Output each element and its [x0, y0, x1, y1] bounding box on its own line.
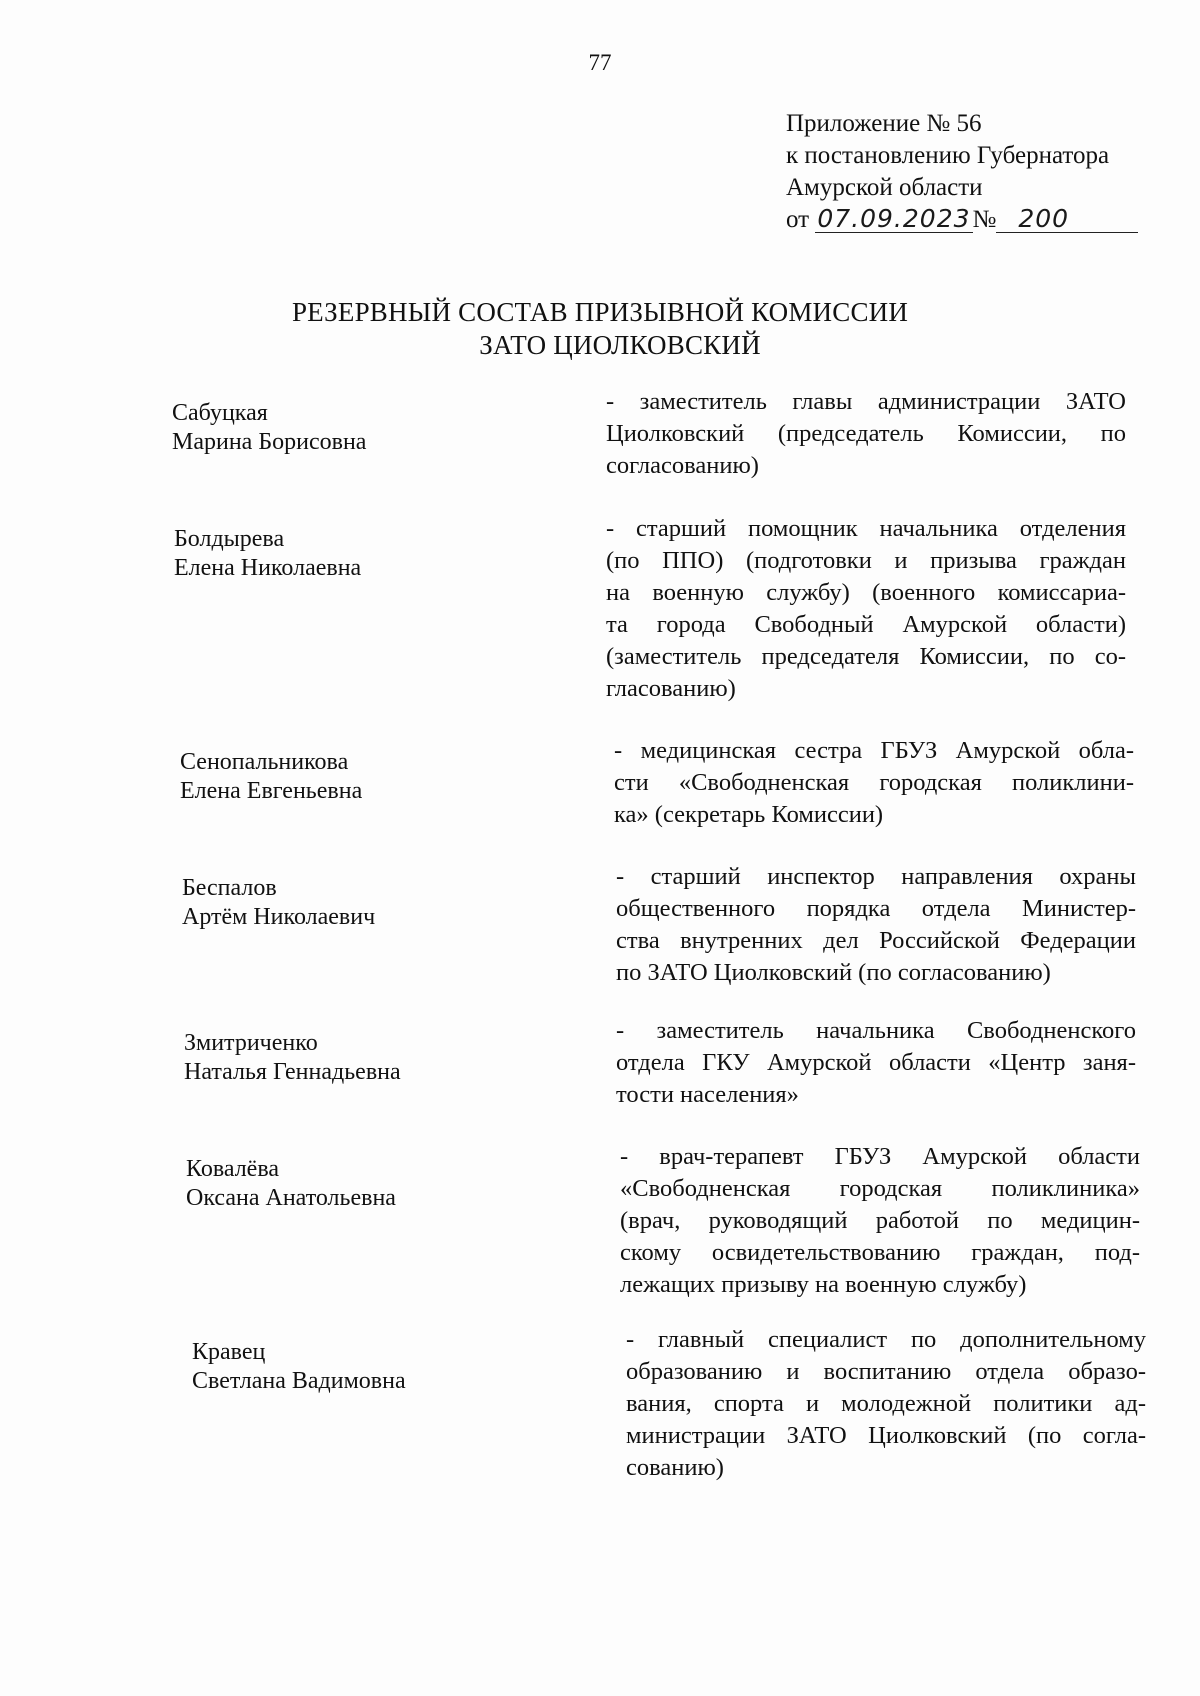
title-line-1: РЕЗЕРВНЫЙ СОСТАВ ПРИЗЫВНОЙ КОМИССИИ	[291, 297, 909, 327]
member-given-names: Наталья Геннадьевна	[184, 1059, 401, 1085]
handwritten-date: 07.09.2023	[817, 204, 971, 233]
annex-date-line	[786, 204, 1138, 236]
member-name	[184, 1029, 401, 1087]
role-line: отдела ГКУ Амурской области «Центр заня-	[616, 1049, 1136, 1076]
role-line: общественного порядка отдела Министер-	[616, 895, 1136, 922]
role-line: Циолковский (председатель Комиссии, по	[606, 420, 1126, 447]
role-line: согласованию)	[606, 452, 759, 479]
document-title	[0, 296, 1200, 362]
member-surname: Сабуцкая	[172, 400, 268, 426]
role-line: - старший инспектор направления охраны	[616, 863, 1136, 890]
role-line: - главный специалист по дополнительному	[626, 1326, 1146, 1353]
role-line: вания, спорта и молодежной политики ад-	[626, 1390, 1146, 1417]
member-given-names: Светлана Вадимовна	[192, 1368, 406, 1394]
member-role	[606, 386, 1126, 482]
role-line: сти «Свободненская городская поликлини-	[614, 769, 1134, 796]
role-line: «Свободненская городская поликлиника»	[620, 1175, 1140, 1202]
role-line: по ЗАТО Циолковский (по согласованию)	[616, 959, 1051, 986]
handwritten-number: 200	[996, 206, 1138, 233]
role-line: - врач-терапевт ГБУЗ Амурской области	[620, 1143, 1140, 1170]
role-line: - заместитель главы администрации ЗАТО	[606, 388, 1126, 415]
member-role	[616, 1015, 1136, 1111]
role-line: (заместитель председателя Комиссии, по со-	[606, 643, 1126, 670]
role-line: ства внутренних дел Российской Федерации	[616, 927, 1136, 954]
page-number: 77	[588, 50, 612, 75]
member-given-names: Оксана Анатольевна	[186, 1185, 396, 1211]
member-given-names: Елена Николаевна	[174, 555, 362, 581]
role-line: на военную службу) (военного комиссариа-	[606, 579, 1126, 606]
role-line: скому освидетельствованию граждан, под-	[620, 1239, 1140, 1266]
member-surname: Змитриченко	[184, 1030, 318, 1056]
role-line: тости населения»	[616, 1081, 799, 1108]
role-line: образованию и воспитанию отдела образо-	[626, 1358, 1146, 1385]
title-line-2: ЗАТО ЦИОЛКОВСКИЙ	[479, 330, 761, 360]
role-line: - медицинская сестра ГБУЗ Амурской обла-	[614, 737, 1134, 764]
member-role	[620, 1141, 1140, 1301]
member-name	[182, 874, 375, 932]
role-line: сованию)	[626, 1454, 724, 1481]
number-sign: №	[972, 206, 997, 233]
member-name	[192, 1338, 406, 1396]
member-name	[186, 1155, 396, 1213]
role-line: та города Свободный Амурской области)	[606, 611, 1126, 638]
role-line: ка» (секретарь Комиссии)	[614, 801, 884, 828]
member-surname: Беспалов	[182, 875, 277, 901]
role-line: (по ППО) (подготовки и призыва граждан	[606, 547, 1126, 574]
annex-title: Приложение № 56	[786, 110, 982, 137]
role-line: - старший помощник начальника отделения	[606, 515, 1126, 542]
member-role	[616, 861, 1136, 989]
member-surname: Болдырева	[174, 526, 285, 552]
member-role	[626, 1324, 1146, 1484]
member-name	[180, 748, 362, 806]
member-role	[606, 513, 1126, 705]
member-given-names: Марина Борисовна	[172, 429, 367, 455]
annex-block	[786, 108, 1138, 236]
role-line: министрации ЗАТО Циолковский (по согла-	[626, 1422, 1146, 1449]
annex-decree: к постановлению Губернатора	[786, 142, 1110, 169]
member-name	[172, 399, 366, 457]
date-prefix: от	[786, 206, 810, 233]
role-line: (врач, руководящий работой по медицин-	[620, 1207, 1140, 1234]
member-role	[614, 735, 1134, 831]
member-name	[174, 525, 361, 583]
member-given-names: Артём Николаевич	[182, 904, 376, 930]
role-line: - заместитель начальника Свободненского	[616, 1017, 1136, 1044]
role-line: лежащих призыву на военную службу)	[620, 1271, 1027, 1298]
member-surname: Сенопальникова	[180, 749, 349, 775]
role-line: гласованию)	[606, 675, 736, 702]
member-surname: Ковалёва	[186, 1156, 279, 1182]
annex-region: Амурской области	[786, 174, 983, 201]
member-surname: Кравец	[192, 1339, 266, 1365]
member-given-names: Елена Евгеньевна	[180, 778, 363, 804]
